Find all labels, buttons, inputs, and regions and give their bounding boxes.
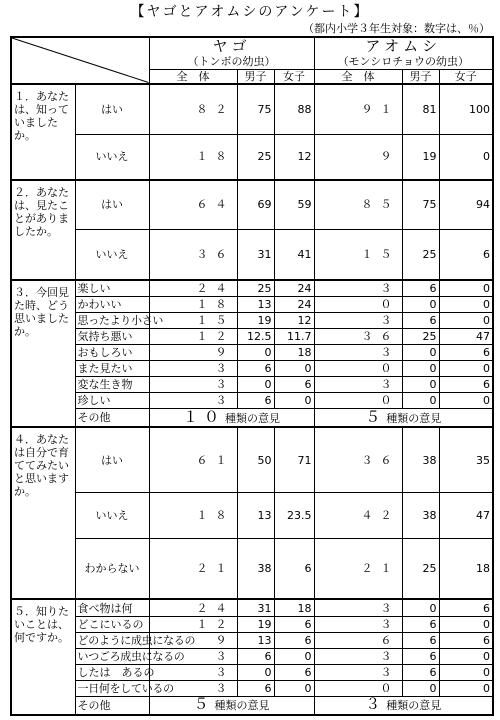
- aomushi-total-value: ３６: [314, 329, 402, 345]
- column-header-girls: 女子: [439, 69, 493, 84]
- aomushi-total-value: ４２: [314, 493, 402, 539]
- aomushi-boys-value: 19: [402, 134, 439, 180]
- yago-girls-value: 6: [274, 377, 314, 393]
- yago-total-value: ２４: [149, 280, 237, 297]
- aomushi-boys-value: 0: [402, 345, 439, 361]
- yago-boys-value: 6: [237, 680, 274, 696]
- group-name: アオムシ: [365, 37, 442, 56]
- aomushi-boys-value: 81: [402, 84, 439, 135]
- table-row: [11, 84, 493, 135]
- table-row: [11, 280, 493, 297]
- table-row: [11, 296, 493, 312]
- yago-girls-value: 0: [274, 361, 314, 377]
- table-row: [11, 539, 493, 600]
- column-header-boys: 男子: [402, 69, 439, 84]
- table-row: [11, 361, 493, 377]
- aomushi-girls-value: 0: [439, 393, 493, 409]
- yago-total-value: １２: [149, 329, 237, 345]
- option-label: おもしろい: [75, 345, 149, 361]
- aomushi-girls-value: 6: [439, 377, 493, 393]
- aomushi-boys-value: 38: [402, 427, 439, 492]
- table-row-other: [11, 409, 493, 427]
- aomushi-girls-value: 6: [439, 632, 493, 648]
- aomushi-boys-value: 6: [402, 313, 439, 329]
- diagonal-line: [12, 38, 149, 83]
- yago-total-value: １５: [149, 313, 237, 329]
- aomushi-girls-value: 0: [439, 680, 493, 696]
- yago-total-value: １８: [149, 493, 237, 539]
- group-header-yago: [149, 37, 314, 69]
- aomushi-boys-value: 0: [402, 680, 439, 696]
- other-text: 種類の意見: [214, 699, 270, 713]
- table-row: [11, 393, 493, 409]
- aomushi-boys-value: 25: [402, 229, 439, 280]
- aomushi-total-value: ３: [314, 377, 402, 393]
- option-label: どこにいるの: [75, 616, 149, 632]
- aomushi-total-value: ０: [314, 393, 402, 409]
- aomushi-boys-value: 6: [402, 632, 439, 648]
- aomushi-total-value: ３: [314, 313, 402, 329]
- yago-total-value: ３６: [149, 229, 237, 280]
- column-header-boys: 男子: [237, 69, 274, 84]
- option-label: はい: [75, 180, 149, 229]
- option-label: 楽しい: [75, 280, 149, 297]
- option-label: 一日何をしているの: [75, 680, 149, 696]
- aomushi-girls-value: 94: [439, 180, 493, 229]
- yago-girls-value: 0: [274, 648, 314, 664]
- table-row: [11, 664, 493, 680]
- aomushi-total-value: ３: [314, 664, 402, 680]
- yago-total-value: １２: [149, 616, 237, 632]
- aomushi-total-value: ０: [314, 680, 402, 696]
- page-title: 【ヤゴとアオムシのアンケート】: [130, 4, 370, 20]
- aomushi-other-summary: [314, 696, 493, 715]
- yago-boys-value: 13: [237, 493, 274, 539]
- other-count: ３: [365, 695, 387, 714]
- yago-boys-value: 38: [237, 539, 274, 600]
- column-header-total: 全 体: [314, 69, 402, 84]
- yago-girls-value: 88: [274, 84, 314, 135]
- yago-girls-value: 6: [274, 632, 314, 648]
- yago-girls-value: 23.5: [274, 493, 314, 539]
- yago-total-value: １８: [149, 296, 237, 312]
- other-text: 種類の意見: [225, 411, 280, 425]
- yago-boys-value: 75: [237, 84, 274, 135]
- aomushi-total-value: ０: [314, 361, 402, 377]
- aomushi-total-value: ３: [314, 648, 402, 664]
- yago-girls-value: 71: [274, 427, 314, 492]
- aomushi-boys-value: 6: [402, 664, 439, 680]
- yago-girls-value: 24: [274, 296, 314, 312]
- table-row: [11, 493, 493, 539]
- aomushi-total-value: ３: [314, 345, 402, 361]
- yago-total-value: ３: [149, 361, 237, 377]
- table-row-other: [11, 696, 493, 715]
- aomushi-girls-value: 0: [439, 313, 493, 329]
- other-text: 種類の意見: [386, 699, 442, 713]
- yago-boys-value: 69: [237, 180, 274, 229]
- option-label: いつごろ成虫になるの: [75, 648, 149, 664]
- yago-boys-value: 19: [237, 616, 274, 632]
- question-label: １．あなたは、知っていましたか。: [11, 84, 75, 180]
- yago-girls-value: 41: [274, 229, 314, 280]
- yago-boys-value: 25: [237, 280, 274, 297]
- yago-total-value: １８: [149, 134, 237, 180]
- option-label: わからない: [75, 539, 149, 600]
- yago-total-value: ６４: [149, 180, 237, 229]
- option-label: いいえ: [75, 134, 149, 180]
- yago-total-value: ６１: [149, 427, 237, 492]
- aomushi-boys-value: 0: [402, 599, 439, 616]
- yago-girls-value: 11.7: [274, 329, 314, 345]
- option-label: かわいい: [75, 296, 149, 312]
- table-row: [11, 377, 493, 393]
- group-header-aomushi: [314, 37, 493, 69]
- yago-girls-value: 6: [274, 616, 314, 632]
- yago-girls-value: 59: [274, 180, 314, 229]
- other-count: ５: [365, 407, 387, 426]
- survey-table: [10, 36, 494, 716]
- option-label: また見たい: [75, 361, 149, 377]
- question-label: ３．今回見た時、どう思いましたか。: [11, 280, 75, 427]
- option-label: はい: [75, 427, 149, 492]
- option-label: 気持ち悪い: [75, 329, 149, 345]
- aomushi-total-value: ９: [314, 134, 402, 180]
- aomushi-boys-value: 0: [402, 377, 439, 393]
- yago-boys-value: 6: [237, 648, 274, 664]
- aomushi-boys-value: 6: [402, 280, 439, 297]
- yago-girls-value: 18: [274, 599, 314, 616]
- group-name: ヤゴ: [212, 37, 251, 56]
- yago-boys-value: 31: [237, 599, 274, 616]
- yago-boys-value: 6: [237, 393, 274, 409]
- option-label: はい: [75, 84, 149, 135]
- yago-boys-value: 13: [237, 632, 274, 648]
- column-header-girls: 女子: [274, 69, 314, 84]
- yago-total-value: ３: [149, 680, 237, 696]
- aomushi-girls-value: 0: [439, 648, 493, 664]
- yago-boys-value: 12.5: [237, 329, 274, 345]
- table-row: [11, 648, 493, 664]
- yago-boys-value: 0: [237, 377, 274, 393]
- table-row: [11, 345, 493, 361]
- yago-total-value: ３: [149, 393, 237, 409]
- question-label: ４．あなたは自分で育ててみたいと思いますか。: [11, 427, 75, 599]
- unit-note: （都内小学３年生対象：数字は、％）: [303, 22, 490, 35]
- aomushi-girls-value: 47: [439, 493, 493, 539]
- aomushi-girls-value: 6: [439, 345, 493, 361]
- yago-total-value: ９: [149, 345, 237, 361]
- yago-boys-value: 0: [237, 345, 274, 361]
- yago-other-summary: [149, 696, 314, 715]
- yago-total-value: ３: [149, 664, 237, 680]
- yago-total-value: ２４: [149, 599, 237, 616]
- group-subtitle: （モンシロチョウの幼虫）: [337, 55, 469, 69]
- table-row: [11, 329, 493, 345]
- yago-girls-value: 18: [274, 345, 314, 361]
- yago-boys-value: 50: [237, 427, 274, 492]
- aomushi-boys-value: 38: [402, 493, 439, 539]
- table-row: [11, 616, 493, 632]
- yago-girls-value: 12: [274, 134, 314, 180]
- aomushi-girls-value: 35: [439, 427, 493, 492]
- aomushi-total-value: ８５: [314, 180, 402, 229]
- aomushi-girls-value: 0: [439, 280, 493, 297]
- option-label: したは あるの: [75, 664, 149, 680]
- question-label: ２．あなたは、見たことがありましたか。: [11, 180, 75, 280]
- yago-other-summary: [149, 409, 314, 427]
- column-header-total: 全 体: [149, 69, 237, 84]
- yago-boys-value: 13: [237, 296, 274, 312]
- yago-girls-value: 12: [274, 313, 314, 329]
- yago-girls-value: 6: [274, 539, 314, 600]
- aomushi-boys-value: 75: [402, 180, 439, 229]
- yago-girls-value: 6: [274, 664, 314, 680]
- table-body: [11, 84, 493, 716]
- option-label: 珍しい: [75, 393, 149, 409]
- aomushi-boys-value: 0: [402, 361, 439, 377]
- question-label: ５．知りたいことは、何ですか。: [11, 599, 75, 715]
- option-label: どのように成虫になるの: [75, 632, 149, 648]
- table-row: [11, 427, 493, 492]
- aomushi-girls-value: 100: [439, 84, 493, 135]
- option-label: その他: [75, 696, 149, 715]
- aomushi-girls-value: 0: [439, 134, 493, 180]
- aomushi-boys-value: 6: [402, 616, 439, 632]
- table-row: [11, 313, 493, 329]
- yago-girls-value: 0: [274, 680, 314, 696]
- aomushi-total-value: ３: [314, 280, 402, 297]
- aomushi-girls-value: 0: [439, 361, 493, 377]
- table-row: [11, 599, 493, 616]
- other-text: 種類の意見: [386, 411, 442, 425]
- yago-girls-value: 24: [274, 280, 314, 297]
- aomushi-boys-value: 25: [402, 539, 439, 600]
- table-row: [11, 632, 493, 648]
- option-label: その他: [75, 409, 149, 427]
- yago-boys-value: 31: [237, 229, 274, 280]
- other-count: ５: [193, 695, 215, 714]
- yago-total-value: ３: [149, 377, 237, 393]
- aomushi-girls-value: 47: [439, 329, 493, 345]
- aomushi-total-value: ３: [314, 616, 402, 632]
- yago-boys-value: 19: [237, 313, 274, 329]
- table-header: [11, 37, 493, 84]
- aomushi-boys-value: 0: [402, 393, 439, 409]
- option-label: 変な生き物: [75, 377, 149, 393]
- aomushi-boys-value: 6: [402, 648, 439, 664]
- yago-boys-value: 25: [237, 134, 274, 180]
- option-label: 食べ物は何: [75, 599, 149, 616]
- header-diagonal-cell: [11, 37, 149, 84]
- yago-girls-value: 0: [274, 393, 314, 409]
- aomushi-total-value: ９１: [314, 84, 402, 135]
- aomushi-girls-value: 6: [439, 599, 493, 616]
- group-subtitle: （トンボの幼虫）: [187, 55, 276, 69]
- option-label: いいえ: [75, 493, 149, 539]
- aomushi-total-value: ３６: [314, 427, 402, 492]
- aomushi-boys-value: 25: [402, 329, 439, 345]
- aomushi-total-value: ２１: [314, 539, 402, 600]
- aomushi-girls-value: 0: [439, 616, 493, 632]
- option-label: 思ったより小さい: [75, 313, 149, 329]
- aomushi-girls-value: 6: [439, 229, 493, 280]
- aomushi-boys-value: 0: [402, 296, 439, 312]
- aomushi-girls-value: 0: [439, 296, 493, 312]
- aomushi-girls-value: 18: [439, 539, 493, 600]
- yago-boys-value: 6: [237, 361, 274, 377]
- table-row: [11, 680, 493, 696]
- option-label: いいえ: [75, 229, 149, 280]
- table-row: [11, 134, 493, 180]
- yago-total-value: ９: [149, 632, 237, 648]
- aomushi-total-value: ６: [314, 632, 402, 648]
- yago-boys-value: 0: [237, 664, 274, 680]
- table-row: [11, 229, 493, 280]
- yago-total-value: ２１: [149, 539, 237, 600]
- aomushi-total-value: ０: [314, 296, 402, 312]
- table-row: [11, 180, 493, 229]
- aomushi-girls-value: 0: [439, 664, 493, 680]
- yago-total-value: ８２: [149, 84, 237, 135]
- yago-total-value: ３: [149, 648, 237, 664]
- aomushi-other-summary: [314, 409, 493, 427]
- aomushi-total-value: ３: [314, 599, 402, 616]
- aomushi-total-value: １５: [314, 229, 402, 280]
- other-count: １０: [182, 407, 225, 426]
